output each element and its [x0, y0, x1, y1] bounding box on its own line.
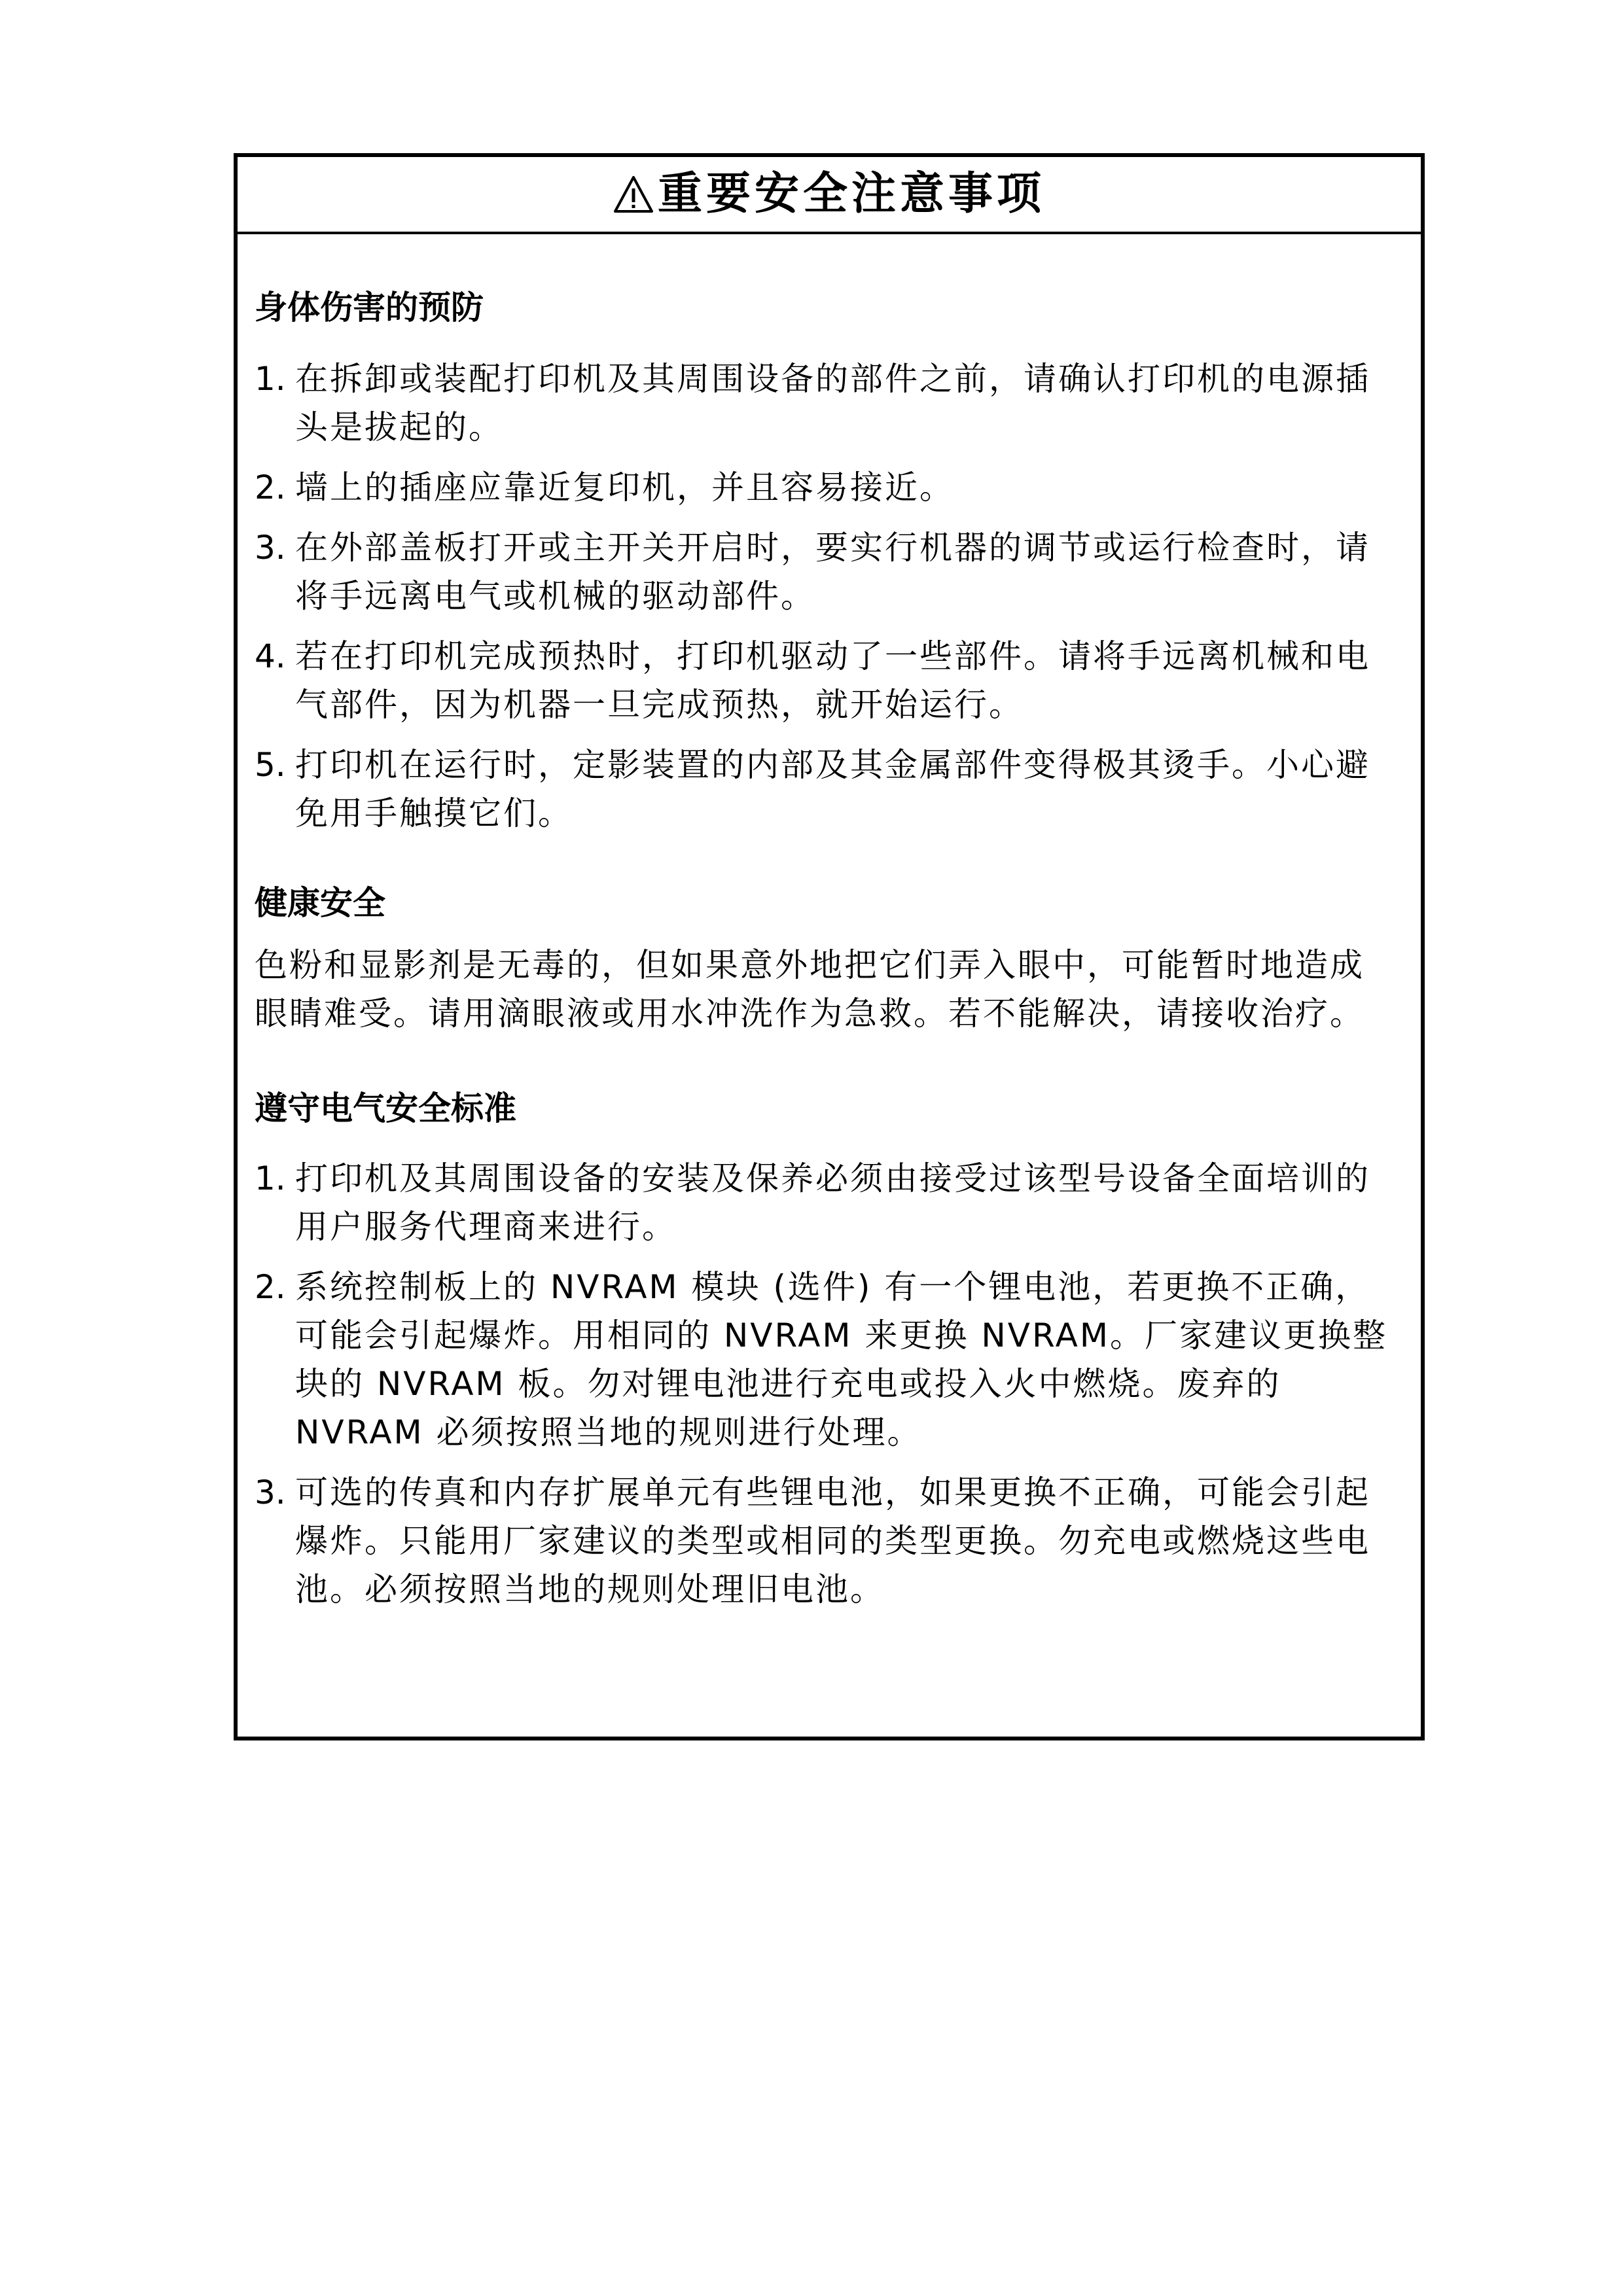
item-text: 若在打印机完成预热时，打印机驱动了一些部件。请将手远离机械和电气部件，因为机器一旦完成预热，就开始运行。	[295, 637, 1370, 724]
section-heading-health: 健康安全	[255, 884, 385, 922]
item-text: 打印机及其周围设备的安装及保养必须由接受过该型号设备全面培训的用户服务代理商来进行。	[295, 1159, 1370, 1246]
item-number: 1.	[255, 1159, 286, 1197]
item-number: 2.	[255, 1268, 286, 1306]
warning-icon	[613, 175, 654, 213]
list-item	[255, 463, 1399, 512]
section-heading-electrical: 遵守电气安全标准	[255, 1089, 516, 1127]
list-item	[255, 1154, 1399, 1251]
item-text: 打印机在运行时，定影装置的内部及其金属部件变得极其烫手。小心避免用手触摸它们。	[295, 746, 1370, 832]
list-item	[255, 523, 1399, 620]
section-heading-injury: 身体伤害的预防	[255, 289, 484, 327]
safety-notice-box	[234, 153, 1425, 1740]
notice-title: 重要安全注意事项	[657, 168, 1045, 220]
list-item	[255, 355, 1399, 451]
notice-body	[238, 288, 1421, 1614]
item-number: 1.	[255, 360, 286, 398]
list-item	[255, 632, 1399, 729]
health-paragraph: 色粉和显影剂是无毒的，但如果意外地把它们弄入眼中，可能暂时地造成眼睛难受。请用滴眼液或用水冲洗作为急救。若不能解决，请接收治疗。	[255, 946, 1364, 1033]
item-number: 5.	[255, 746, 286, 784]
item-text: 可选的传真和内存扩展单元有些锂电池，如果更换不正确，可能会引起爆炸。只能用厂家建议的类型或相同的类型更换。勿充电或燃烧这些电池。必须按照当地的规则处理旧电池。	[295, 1474, 1370, 1608]
item-number: 2.	[255, 468, 286, 506]
item-number: 3.	[255, 1474, 286, 1511]
item-number: 3.	[255, 529, 286, 567]
list-item	[255, 741, 1399, 838]
item-text: 在外部盖板打开或主开关开启时，要实行机器的调节或运行检查时，请将手远离电气或机械的驱动部件。	[295, 529, 1370, 615]
item-number: 4.	[255, 637, 286, 675]
item-text: 墙上的插座应靠近复印机，并且容易接近。	[295, 468, 954, 506]
notice-header	[238, 157, 1421, 234]
list-item	[255, 1263, 1399, 1457]
list-item	[255, 1468, 1399, 1614]
item-text: 系统控制板上的 NVRAM 模块 (选件) 有一个锂电池，若更换不正确，可能会引起爆炸。用相同的 NVRAM 来更换 NVRAM。厂家建议更换整块的 NVRAM 板。勿对锂电池进行充电或投入火中燃烧。废弃的 NVRAM 必须按照当地的规则进行处理。	[295, 1268, 1388, 1451]
item-text: 在拆卸或装配打印机及其周围设备的部件之前，请确认打印机的电源插头是拔起的。	[295, 360, 1370, 446]
